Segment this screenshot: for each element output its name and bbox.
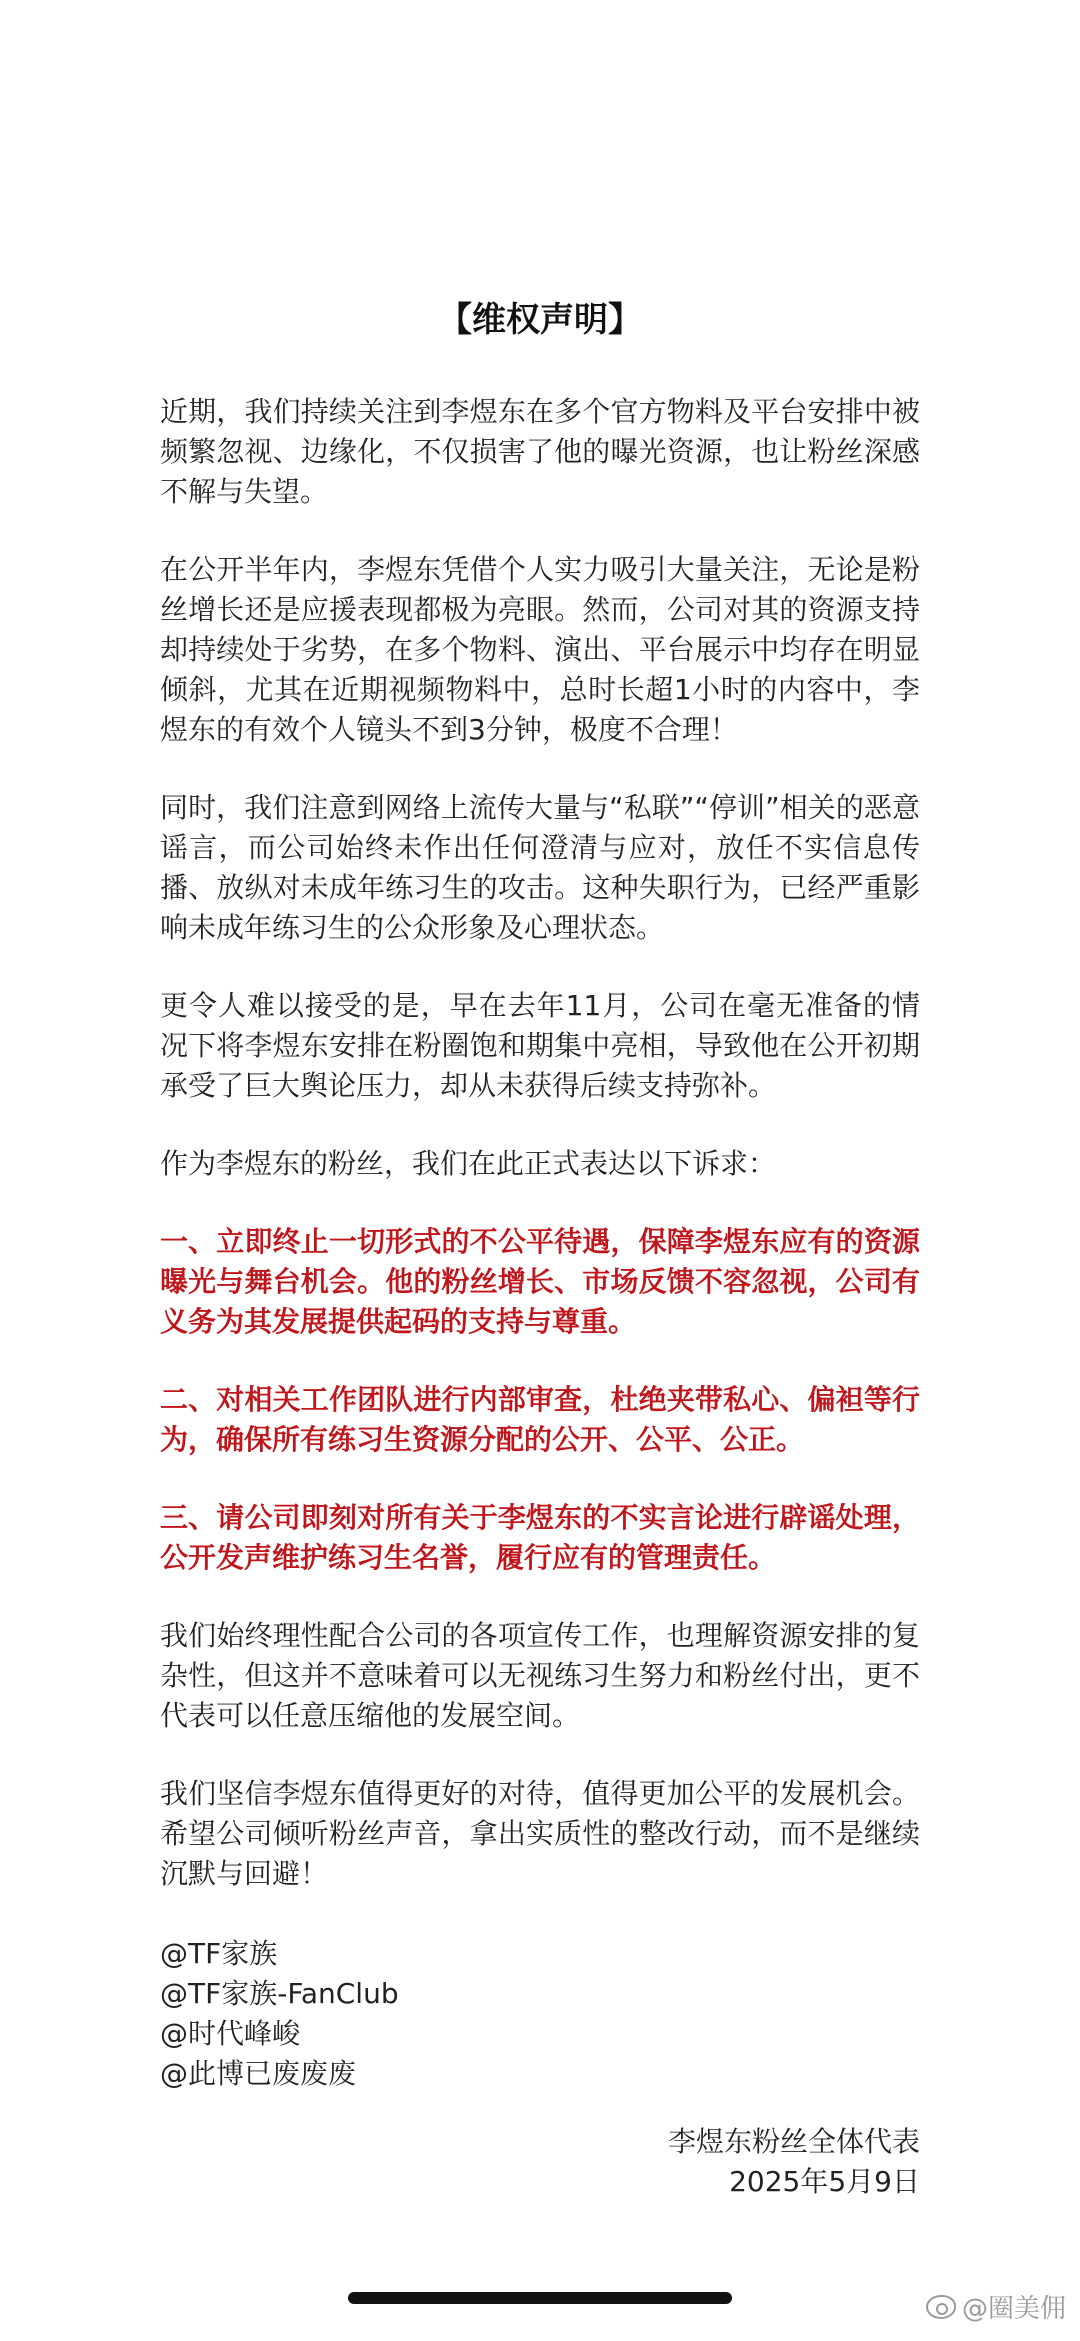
signature-date: 2025年5月9日 <box>729 2165 920 2198</box>
mention-link[interactable]: @时代峰峻 <box>160 2017 301 2050</box>
weibo-watermark <box>926 2288 1066 2325</box>
paragraph-intro: 近期，我们持续关注到李煜东在多个官方物料及平台安排中被频繁忽视、边缘化，不仅损害了他的曝光资源，也让粉丝深感不解与失望。 <box>160 395 920 508</box>
mention-link[interactable]: @TF家族 <box>160 1937 278 1970</box>
statement-title: 【维权声明】 <box>438 300 642 340</box>
mention-list <box>160 1934 920 2094</box>
paragraph-debut-pressure: 更令人难以接受的是，早在去年11月，公司在毫无准备的情况下将李煜东安排在粉圈饱和期集中亮相，导致他在公开初期承受了巨大舆论压力，却从未获得后续支持弥补。 <box>160 989 920 1102</box>
mention-link[interactable]: @此博已废废废 <box>160 2057 357 2090</box>
paragraph-resources: 在公开半年内，李煜东凭借个人实力吸引大量关注，无论是粉丝增长还是应援表现都极为亮眼。然而，公司对其的资源支持却持续处于劣势，在多个物料、演出、平台展示中均存在明显倾斜，尤其在近期视频物料中，总时长超1小时的内容中，李煜东的有效个人镜头不到3分钟，极度不合理！ <box>160 553 920 746</box>
home-indicator-bar[interactable] <box>348 2292 732 2304</box>
watermark-text: @圈美佣 <box>961 2294 1066 2324</box>
paragraph-closing-1: 我们始终理性配合公司的各项宣传工作，也理解资源安排的复杂性，但这并不意味着可以无视练习生努力和粉丝付出，更不代表可以任意压缩他的发展空间。 <box>160 1619 920 1732</box>
paragraph-closing-2: 我们坚信李煜东值得更好的对待，值得更加公平的发展机会。希望公司倾听粉丝声音，拿出实质性的整改行动，而不是继续沉默与回避！ <box>160 1777 920 1890</box>
paragraph-rumors: 同时，我们注意到网络上流传大量与“私联”“停训”相关的恶意谣言，而公司始终未作出任何澄清与应对，放任不实信息传播、放纵对未成年练习生的攻击。这种失职行为，已经严重影响未成年练习生的公众形象及心理状态。 <box>160 791 920 944</box>
signature-block <box>668 2122 920 2202</box>
demand-item-1: 一、立即终止一切形式的不公平待遇，保障李煜东应有的资源曝光与舞台机会。他的粉丝增长、市场反馈不容忽视，公司有义务为其发展提供起码的支持与尊重。 <box>160 1225 920 1338</box>
paragraph-demands-lead: 作为李煜东的粉丝，我们在此正式表达以下诉求： <box>160 1147 777 1180</box>
signature-author: 李煜东粉丝全体代表 <box>667 2125 920 2158</box>
demand-item-2: 二、对相关工作团队进行内部审查，杜绝夹带私心、偏袒等行为，确保所有练习生资源分配的公开、公平、公正。 <box>160 1383 920 1456</box>
statement-document <box>160 300 920 2094</box>
mention-link[interactable]: @TF家族-FanClub <box>160 1977 399 2010</box>
demand-item-3: 三、请公司即刻对所有关于李煜东的不实言论进行辟谣处理，公开发声维护练习生名誉，履行应有的管理责任。 <box>160 1501 920 1574</box>
weibo-icon <box>926 2295 956 2319</box>
